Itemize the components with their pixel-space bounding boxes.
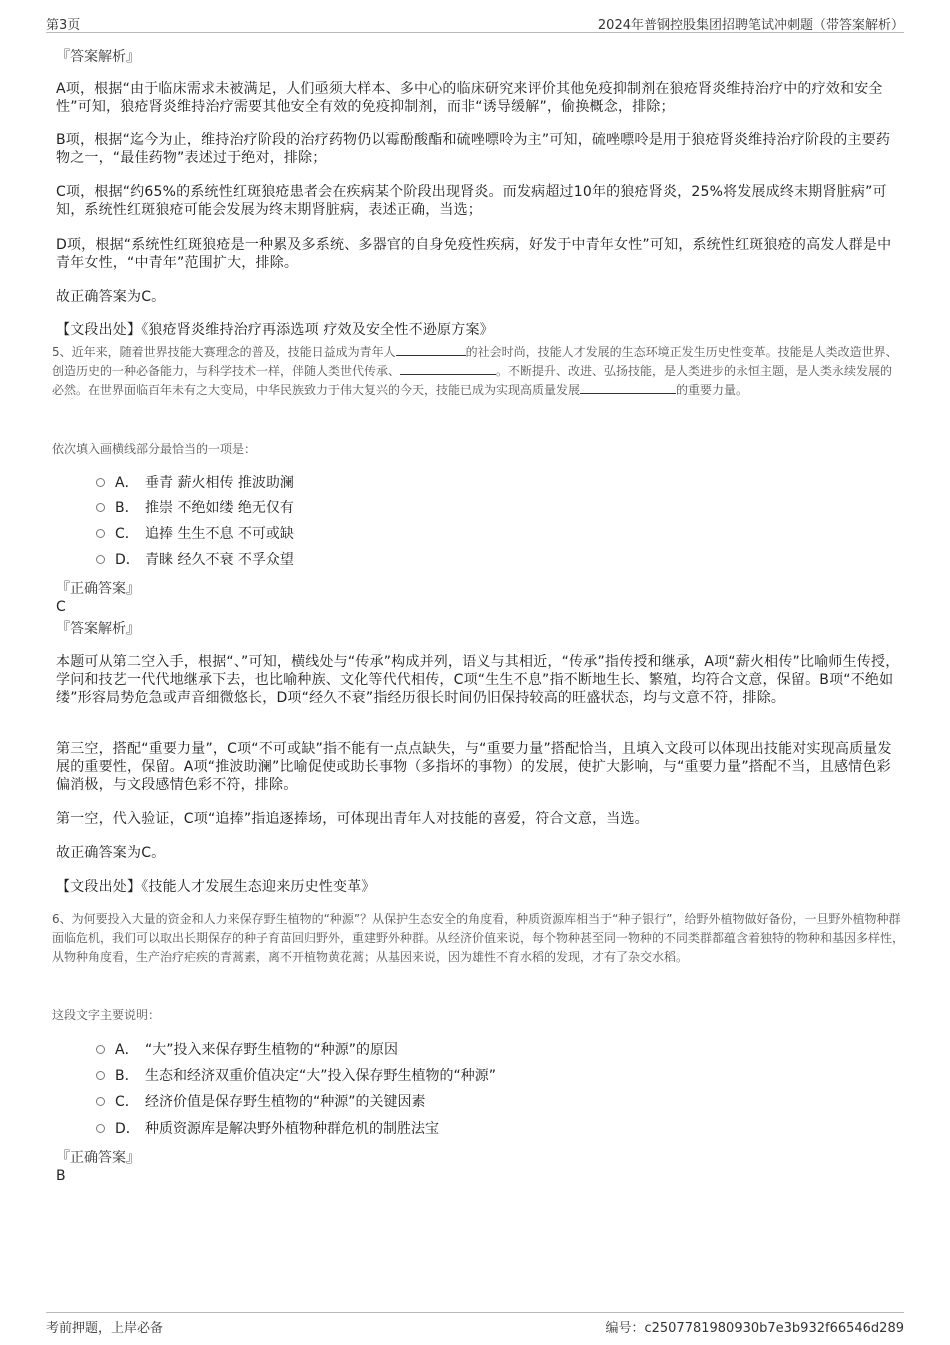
q6-answer: B bbox=[56, 1168, 66, 1184]
page-number: 第3页 bbox=[46, 18, 81, 33]
radio-icon[interactable] bbox=[96, 555, 105, 564]
q6-answer-label: 『正确答案』 bbox=[56, 1150, 140, 1166]
q5-analysis-para-3: 第一空，代入验证，C项“追捧”指追逐捧场，可体现出青年人对技能的喜爱，符合文意，当选。 bbox=[56, 811, 649, 827]
page-header bbox=[46, 12, 904, 33]
q5-blank-2 bbox=[400, 362, 496, 375]
q5-option-c[interactable]: C． 追捧 生生不息 不可或缺 bbox=[96, 524, 294, 544]
q5-option-d[interactable]: D． 青睐 经久不衰 不孚众望 bbox=[96, 550, 294, 570]
radio-icon[interactable] bbox=[96, 529, 105, 538]
q5-blank-1 bbox=[396, 343, 466, 356]
q5-analysis-para-2: 第三空，搭配“重要力量”，C项“不可或缺”指不能有一点点缺失，与“重要力量”搭配恰当，且填入文段可以体现出技能对实现高质量发展的重要性，保留。A项“推波助澜”比喻促使或助长事物（多指坏的事物）的发展，使扩大影响，与“重要力量”搭配不当，且感情色彩偏消极，与文段感情色彩不符，排除。 bbox=[56, 741, 892, 793]
q5-stem-part-3: 。不断提升、改进、弘扬技能，是人类进步的永恒主题，是人类永续发展的必然。在世界面临百年未有之大变局，中华民族致力于伟大复兴的今天，技能已成为实现高质量发展 bbox=[52, 364, 893, 397]
footer-slogan: 考前押题，上岸必备 bbox=[46, 1321, 164, 1336]
q5-analysis-para-1: 本题可从第二空入手，根据“、”可知，横线处与“传承”构成并列，语义与其相近，“传承”指传授和继承，A项“薪火相传”比喻师生传授，学问和技艺一代代地继承下去，也比喻种族、文化等代代相传，C项“生生不息”指不断地生长、繁殖，均符合文意，保留。B项“不绝如缕”形容局势危急或声音细微悠长，D项“经久不衰”指经历很长时间仍旧保持较高的旺盛状态，均与文意不符，排除。 bbox=[56, 654, 900, 706]
q5-blank-3 bbox=[580, 381, 676, 394]
q5-conclusion: 故正确答案为C。 bbox=[56, 845, 166, 861]
q6-option-d[interactable]: D． 种质资源库是解决野外植物种群危机的制胜法宝 bbox=[96, 1119, 439, 1139]
radio-icon[interactable] bbox=[96, 1124, 105, 1133]
q5-stem-part-2: 的社会时尚，技能人才发展的生态环境正发生历史性变革。技能是人类改造世界、创造历史的一种必备能力，与科学技术一样，伴随人类世代传承、 bbox=[52, 345, 898, 378]
q5-stem-part-1: 5、近年来，随着世界技能大赛理念的普及，技能日益成为青年人 bbox=[52, 345, 396, 359]
q5-answer-label: 『正确答案』 bbox=[56, 581, 140, 597]
document-title: 2024年普钢控股集团招聘笔试冲刺题（带答案解析） bbox=[597, 18, 904, 33]
q5-option-b[interactable]: B． 推崇 不绝如缕 绝无仅有 bbox=[96, 498, 294, 518]
radio-icon[interactable] bbox=[96, 1071, 105, 1080]
q4-analysis-para-a: A项，根据“由于临床需求未被满足，人们亟须大样本、多中心的临床研究来评价其他免疫抑制剂在狼疮肾炎维持治疗中的疗效和安全性”可知，狼疮肾炎维持治疗需要其他安全有效的免疫抑制剂，而非“诱导缓解”，偷换概念，排除； bbox=[56, 81, 883, 115]
q4-source: 【文段出处】《狼疮肾炎维持治疗再添选项 疗效及安全性不逊原方案》 bbox=[56, 322, 494, 338]
q4-analysis-label: 『答案解析』 bbox=[56, 49, 140, 65]
radio-icon[interactable] bbox=[96, 1045, 105, 1054]
radio-icon[interactable] bbox=[96, 1097, 105, 1106]
q5-stem-part-4: 的重要力量。 bbox=[676, 383, 749, 397]
q5-stem bbox=[52, 343, 904, 400]
q6-option-b[interactable]: B． 生态和经济双重价值决定“大”投入保存野生植物的“种源” bbox=[96, 1066, 496, 1086]
q6-option-a[interactable]: A． “大”投入来保存野生植物的“种源”的原因 bbox=[96, 1040, 398, 1060]
q5-analysis-label: 『答案解析』 bbox=[56, 621, 140, 637]
q5-answer: C bbox=[56, 599, 66, 615]
q4-conclusion: 故正确答案为C。 bbox=[56, 289, 166, 305]
q4-analysis-para-b: B项，根据“迄今为止，维持治疗阶段的治疗药物仍以霉酚酸酯和硫唑嘌呤为主”可知，硫唑嘌呤是用于狼疮肾炎维持治疗阶段的主要药物之一，“最佳药物”表述过于绝对，排除； bbox=[56, 132, 891, 166]
q4-analysis-para-c: C项，根据“约65%的系统性红斑狼疮患者会在疾病某个阶段出现肾炎。而发病超过10年的狼疮肾炎，25%将发展成终末期肾脏病”可知，系统性红斑狼疮可能会发展为终末期肾脏病，表述正确，当选； bbox=[56, 184, 887, 218]
q6-option-c[interactable]: C． 经济价值是保存野生植物的“种源”的关键因素 bbox=[96, 1092, 426, 1112]
q6-stem: 6、为何要投入大量的资金和人力来保存野生植物的“种源”？从保护生态安全的角度看，种质资源库相当于“种子银行”，给野外植物做好备份，一旦野外植物种群面临危机，我们可以取出长期保存的种子育苗回归野外，重建野外种群。从经济价值来说，每个物种甚至同一物种的不同类群都蕴含着独特的物种和基因多样性，从物种角度看，生产治疗疟疾的青蒿素，离不开植物黄花蒿；从基因来说，因为雄性不育水稻的发现，才有了杂交水稻。 bbox=[52, 912, 905, 964]
document-id: 编号：c2507781980930b7e3b932f66546d289 bbox=[605, 1321, 904, 1336]
radio-icon[interactable] bbox=[96, 503, 105, 512]
radio-icon[interactable] bbox=[96, 478, 105, 487]
q4-analysis-para-d: D项，根据“系统性红斑狼疮是一种累及多系统、多器官的自身免疫性疾病，好发于中青年女性”可知，系统性红斑狼疮的高发人群是中青年女性，“中青年”范围扩大，排除。 bbox=[56, 237, 892, 271]
page-footer bbox=[46, 1312, 904, 1337]
q5-prompt: 依次填入画横线部分最恰当的一项是： bbox=[52, 442, 257, 456]
q5-source: 【文段出处】《技能人才发展生态迎来历史性变革》 bbox=[56, 879, 376, 895]
q6-prompt: 这段文字主要说明： bbox=[52, 1008, 161, 1022]
q5-option-a[interactable]: A． 垂青 薪火相传 推波助澜 bbox=[96, 473, 294, 493]
